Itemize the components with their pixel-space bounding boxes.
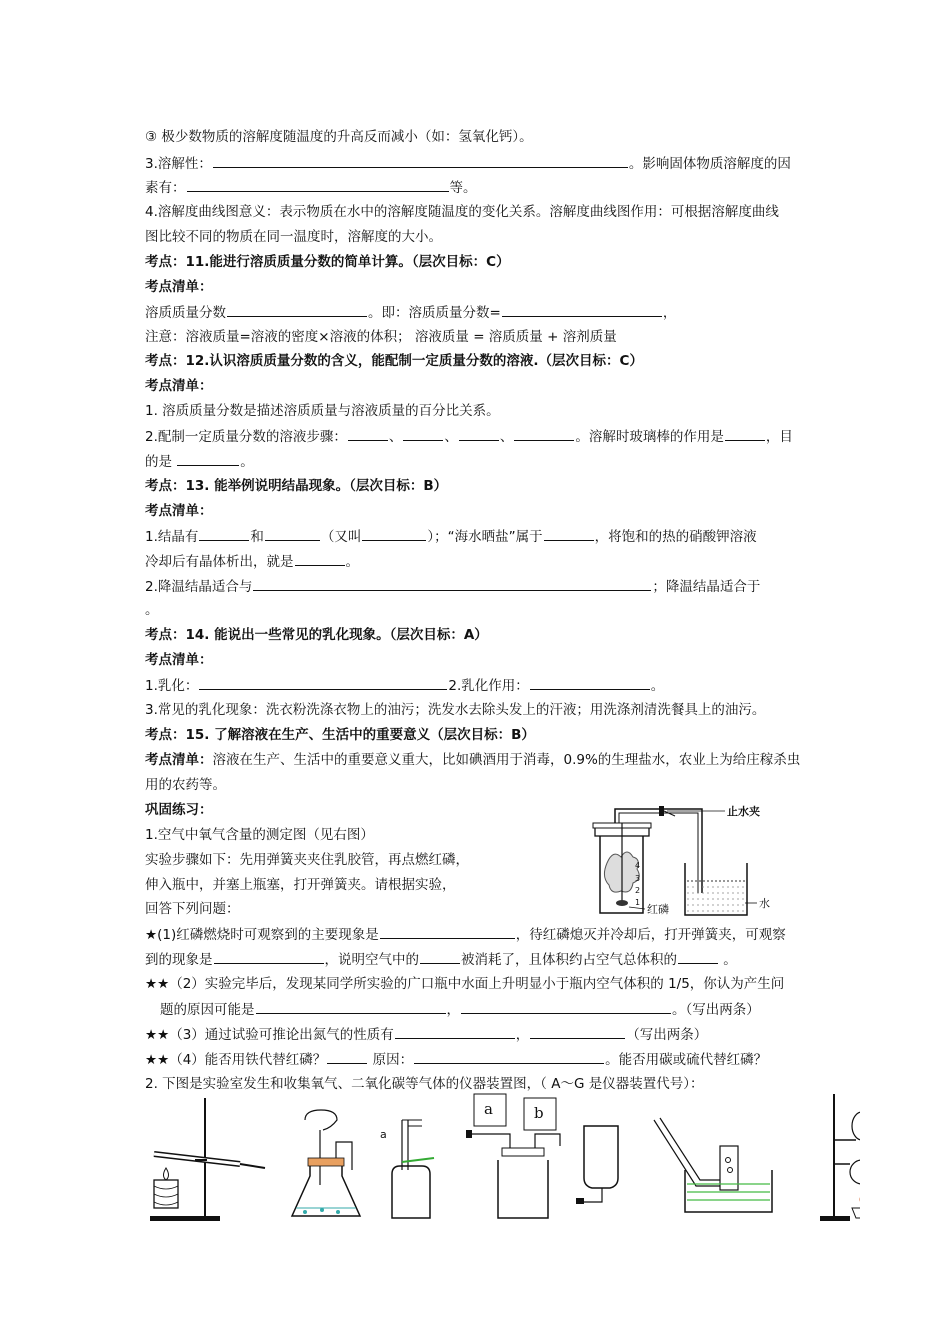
blank[interactable]: [514, 427, 574, 441]
blank[interactable]: [380, 925, 515, 939]
blank[interactable]: [253, 577, 651, 591]
practice-heading: 巩固练习：: [145, 802, 213, 818]
oxygen-measurement-figure: [585, 803, 790, 923]
text-line: 2.配制一定质量分数的溶液步骤： 、 、 、 。溶解时玻璃棒的作用是 ，目: [145, 429, 793, 445]
blank[interactable]: [199, 676, 447, 690]
text-line: 3.常见的乳化现象：洗衣粉洗涤衣物上的油污；洗发水去除头发上的汗液；用洗涤剂清洗餐具上的油污。: [145, 702, 766, 718]
blank[interactable]: [530, 676, 650, 690]
text-line: 图比较不同的物质在同一温度时，溶解度的大小。: [145, 229, 442, 245]
apparatus-e: [576, 1126, 618, 1204]
section-subheading: 考点清单：: [145, 503, 213, 519]
blank[interactable]: [213, 154, 628, 168]
blank[interactable]: [362, 527, 426, 541]
text-line: 用的农药等。: [145, 777, 226, 793]
section-heading: 考点：12.认识溶质质量分数的含义，能配制一定质量分数的溶液.（层次目标：C）: [145, 353, 643, 369]
text-line: 素有： 等。: [145, 180, 477, 196]
text-line: 冷却后有晶体析出，就是 。: [145, 554, 359, 570]
apparatus-g: [820, 1094, 860, 1221]
text-line: 2.降温结晶适合与 ；降温结晶适合于: [145, 579, 761, 595]
blank[interactable]: [187, 178, 449, 192]
text-line: ★★（2）实验完毕后，发现某同学所实验的广口瓶中水面上升明显小于瓶内空气体积的 1/5，你认为产生问: [145, 976, 785, 992]
blank[interactable]: [199, 527, 249, 541]
text-line: ★(1)红磷燃烧时可观察到的主要现象是 ，待红磷熄灭并冷却后，打开弹簧夹，可观察: [145, 927, 786, 943]
blank[interactable]: [530, 1025, 625, 1039]
text-line: ★★（4）能否用铁代替红磷？ 原因： 。能否用碳或硫代替红磷？: [145, 1052, 768, 1068]
mark-2: 2: [635, 886, 641, 895]
box-a-label: a: [484, 1100, 493, 1118]
box-b-label: b: [534, 1104, 544, 1122]
text-line: 回答下列问题：: [145, 901, 240, 917]
section-heading: 考点：13. 能举例说明结晶现象。（层次目标：B）: [145, 478, 448, 494]
blank[interactable]: [461, 1000, 671, 1014]
blank[interactable]: [227, 303, 367, 317]
section-heading: 考点：11.能进行溶质质量分数的简单计算。（层次目标：C）: [145, 254, 510, 270]
text-line: 。: [145, 602, 159, 618]
clamp-label: 止水夹: [727, 805, 760, 818]
blank[interactable]: [348, 427, 388, 441]
text-line: 4.溶解度曲线图意义：表示物质在水中的溶解度随温度的变化关系。溶解度曲线图作用：可根据溶解度曲线: [145, 204, 779, 220]
text-line: 溶质质量分数 。即：溶质质量分数= ，: [145, 305, 677, 321]
section-heading: 考点：14. 能说出一些常见的乳化现象。（层次目标：A）: [145, 627, 488, 643]
text-line: 实验步骤如下：先用弹簧夹夹住乳胶管，再点燃红磷，: [145, 852, 469, 868]
text-line: 1. 溶质质量分数是描述溶质质量与溶液质量的百分比关系。: [145, 403, 500, 419]
blank[interactable]: [214, 950, 324, 964]
blank[interactable]: [177, 452, 239, 466]
blank[interactable]: [678, 950, 718, 964]
text-line: 考点清单：溶液在生产、生活中的重要意义重大，比如碘酒用于消毒，0.9%的生理盐水，农业上为给庄稼杀虫: [145, 752, 801, 768]
mark-3: 3: [635, 874, 641, 883]
apparatus-c: [380, 1120, 434, 1218]
text-line: 2. 下图是实验室发生和收集氧气、二氧化碳等气体的仪器装置图，（ A～G 是仪器装置代号）：: [145, 1076, 704, 1092]
blank[interactable]: [459, 427, 499, 441]
mark-1: 1: [635, 898, 641, 907]
text-line: 1.空气中氧气含量的测定图（见右图）: [145, 827, 374, 843]
text-line: 伸入瓶中，并塞上瓶塞，打开弹簧夹。请根据实验，: [145, 877, 456, 893]
section-subheading: 考点清单：: [145, 652, 213, 668]
tube-label-a: a: [380, 1128, 387, 1141]
blank[interactable]: [395, 1025, 515, 1039]
text-line: ★★（3）通过试验可推论出氮气的性质有 ， （写出两条）: [145, 1027, 708, 1043]
water-label: 水: [759, 897, 770, 910]
apparatus-d: [466, 1094, 560, 1218]
text-line: 的是 。: [145, 454, 254, 470]
blank[interactable]: [265, 527, 320, 541]
apparatus-figure: [140, 1090, 860, 1230]
section-heading: 考点：15. 了解溶液在生产、生活中的重要意义（层次目标：B）: [145, 727, 535, 743]
section-subheading: 考点清单：: [145, 378, 213, 394]
text-line: 到的现象是 ，说明空气中的 被消耗了，且体积约占空气总体积的 。: [145, 952, 737, 968]
text-line: 注意：溶液质量=溶液的密度×溶液的体积； 溶液质量 = 溶质质量 + 溶剂质量: [145, 329, 617, 345]
blank[interactable]: [403, 427, 443, 441]
apparatus-b: [292, 1110, 360, 1216]
text-line: 题的原因可能是 ， 。（写出两条）: [160, 1002, 760, 1018]
section-subheading: 考点清单：: [145, 279, 213, 295]
phosphorus-label: 红磷: [647, 903, 669, 916]
text-line: ③ 极少数物质的溶解度随温度的升高反而减小（如：氢氧化钙）。: [145, 129, 533, 145]
text-line: 1.结晶有 和 （又叫 ）；“海水晒盐”属于 ，将饱和的热的硝酸钾溶液: [145, 529, 757, 545]
text-line: 3.溶解性： 。影响固体物质溶解度的因: [145, 156, 791, 172]
blank[interactable]: [420, 950, 460, 964]
blank[interactable]: [502, 303, 662, 317]
apparatus-f: [654, 1118, 772, 1212]
text-line: 1.乳化： 2.乳化作用： 。: [145, 678, 665, 694]
mark-4: 4: [635, 861, 641, 870]
blank[interactable]: [256, 1000, 446, 1014]
apparatus-a: [150, 1098, 265, 1221]
blank[interactable]: [327, 1050, 367, 1064]
blank[interactable]: [725, 427, 765, 441]
blank[interactable]: [295, 552, 345, 566]
blank[interactable]: [544, 527, 594, 541]
blank[interactable]: [414, 1050, 604, 1064]
